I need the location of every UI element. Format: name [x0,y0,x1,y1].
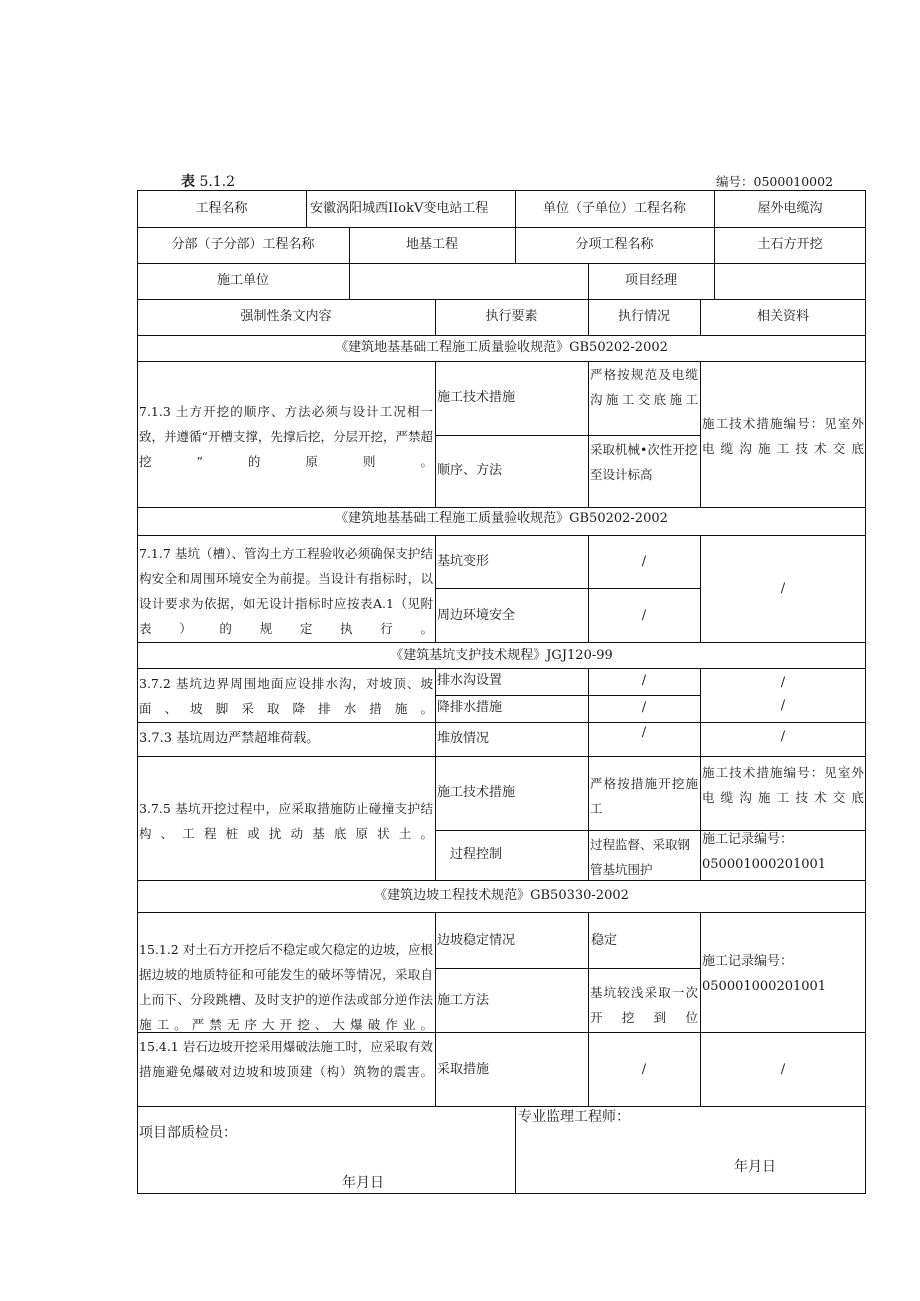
status-cell: / [641,608,647,623]
code-label: 编号： [716,174,754,189]
docs-value: 050001000201001 [702,857,827,872]
status-cell: / [641,700,647,715]
status-cell: 稳定 [591,933,618,948]
element-cell: 基坑变形 [437,554,490,569]
status-cell: / [641,1062,647,1077]
clause-text: 7.1.3 土方开挖的顺序、方法必须与设计工况相一致，并遵循“开槽支撑，先撑后挖，分层开挖，严禁超挖”的原则。 [139,404,433,469]
docs-cell: / [780,729,786,744]
item-value: 土石方开挖 [757,237,823,252]
element-cell: 施工技术措施 [437,785,516,800]
section-title: 《建筑基坑支护技术规程》JGJ120-99 [390,648,613,663]
element-cell: 顺序、方法 [437,463,503,478]
column-header-docs: 相关资料 [756,309,809,324]
supervisor-label: 专业监理工程师： [518,1109,630,1125]
table-label: 表 [181,174,195,190]
docs-cell: 施工技术措施编号：见室外电缆沟施工技术交底 [702,416,864,456]
clause-text: 3.7.2 基坑边界周围地面应设排水沟，对坡顶、坡面、坡脚采取降排水措施。 [139,676,433,716]
status-cell: 采取机械•次性开挖至设计标高 [590,442,698,482]
status-cell: / [641,725,647,740]
element-cell: 排水沟设置 [437,673,503,688]
code-value: 0500010002 [753,174,834,189]
supervisor-date: 年月日 [734,1159,776,1175]
status-cell: / [641,554,647,569]
project-name-label: 工程名称 [195,201,248,216]
element-cell: 周边环境安全 [437,608,516,623]
contractor-label: 施工单位 [216,273,269,288]
manager-label: 项目经理 [624,273,677,288]
inspector-label: 项目部质检员： [139,1125,237,1141]
section-title: 《建筑地基基础工程施工质量验收规范》GB50202-2002 [335,511,668,526]
column-header-element: 执行要素 [485,309,538,324]
column-header-clause: 强制性条文内容 [240,309,332,324]
docs-value: 050001000201001 [702,979,827,994]
docs-cell: 施工技术措施编号：见室外电缆沟施工技术交底 [702,765,864,805]
docs-cell: / [780,675,786,690]
element-cell: 边坡稳定情况 [437,933,516,948]
docs-label: 施工记录编号： [702,954,794,969]
element-cell: 降排水措施 [437,700,503,715]
inspector-date: 年月日 [342,1175,384,1191]
status-cell: 严格按规范及电缆沟施工交底施工 [590,367,698,407]
docs-cell: / [780,1062,786,1077]
status-cell: / [641,673,647,688]
docs-label: 施工记录编号： [702,832,794,847]
document-code [716,172,833,190]
docs-cell: / [780,581,786,596]
element-cell: 施工方法 [437,993,490,1008]
division-value: 地基工程 [405,237,458,252]
clause-text: 15.4.1 岩石边坡开挖采用爆破法施工时，应采取有效措施避免爆破对边坡和坡顶建（构）筑物的震害。 [139,1039,433,1079]
section-title: 《建筑地基基础工程施工质量验收规范》GB50202-2002 [335,340,668,355]
division-label: 分部（子分部）工程名称 [171,237,315,252]
unit-label: 单位（子单位）工程名称 [542,201,686,216]
status-cell: 基坑较浅采取一次开挖到位 [590,985,698,1025]
clause-text: 3.7.3 基坑周边严禁超堆荷载。 [139,731,320,746]
clause-text: 3.7.5 基坑开挖过程中，应采取措施防止碰撞支护结构、工程桩或扰动基底原状土。 [139,801,433,841]
element-cell: 采取措施 [437,1062,490,1077]
table-number-value: 5.1.2 [199,174,236,190]
clause-text: 15.1.2 对土石方开挖后不稳定或欠稳定的边坡，应根据边坡的地质特征和可能发生的破坏等情况，采取自上而下、分段跳槽、及时支护的逆作法或部分逆作法施工。严禁无序大开挖、大爆破作业。 [139,942,433,1032]
element-cell: 施工技术措施 [437,390,516,405]
item-label: 分项工程名称 [575,237,654,252]
table-number [181,171,235,191]
project-name-value: 安徽涡阳城西IIokV变电站工程 [310,201,489,216]
clause-text: 7.1.7 基坑（槽）、管沟土方工程验收必须确保支护结构安全和周围环境安全为前提。当设计有指标时，以设计要求为依据，如无设计指标时应按表A.1（见附表）的规定执行。 [139,546,433,636]
element-cell: 堆放情况 [437,731,490,746]
docs-cell: / [780,698,786,713]
unit-value: 屋外电缆沟 [757,201,823,216]
column-header-status: 执行情况 [617,309,670,324]
element-cell: 过程控制 [450,847,503,862]
status-cell: 严格按措施开挖施工 [590,776,698,816]
status-cell: 过程监督、采取钢管基坑围护 [590,837,691,877]
section-title: 《建筑边坡工程技术规范》GB50330-2002 [374,888,629,903]
